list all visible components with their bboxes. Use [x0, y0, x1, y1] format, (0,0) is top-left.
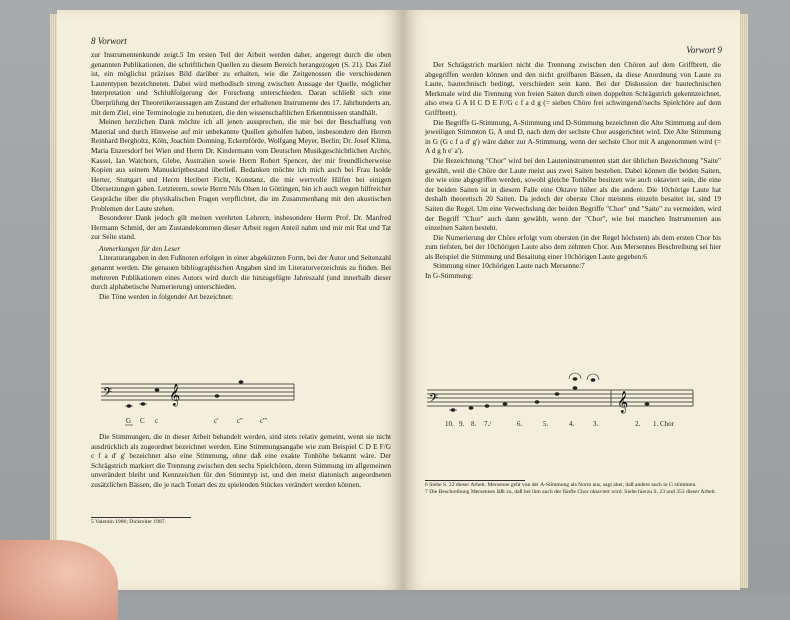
pitch-notation-example — [99, 372, 299, 430]
note-label: C — [140, 417, 145, 425]
left-footnote: 5 Valentin 1986; Dickreiter 1987. — [91, 519, 166, 525]
treble-clef-icon: 𝄞 — [617, 392, 629, 413]
left-paragraph: Meinen herzlichen Dank möchte ich all jenen aussprechen, die mir bei der Beschaffung von Material und durch Hinweise auf mir unbekannte Quellen geholfen haben, insbesondere den Herren Reinhard Bergholtz, Köln, Joachim Domning, Eckernförde, Wolfgang Meyer, Berlin; Dr. Josef Klima, Maria Enzersdorf bei Wien und Herrn Dr. Kindermann vom Deutschen Musikgeschichtlichen Archiv, Kassel, Ian Watchorn, Glebe, Australien sowie Herrn Robert Spencer, der mir freundlicherweise Kopien aus seinem Manuskriptbestand überließ. Bedanken möchte ich mich auch bei Frau Isolde Herter, Stuttgart und Herrn Heribert Ficht, Konstanz, die mir wertvolle Hilfen bei einigen Übersetzungen gaben. Letzterem, sowie Herrn Nils Olsen in Göttingen, bin ich auch wegen hilfreicher Gespräche über die physikalischen Fragen verpflichtet, die im Zusammenhang mit den akustischen Problemen der Laute stehen. — [91, 117, 391, 213]
right-page-title: Vorwort — [686, 45, 716, 55]
left-paragraph: zur Instrumentenkunde zeigt.5 Im ersten Teil der Arbeit werden daher, angeregt durch die oben genannten Publikationen, die schriftlichen Quellen zu diesem Bereich herangezogen (S. 21). Das Ziel ist, ein möglichst präzises Bild darüber zu erhalten, wie die Zeitgenossen die verschiedenen Lautentypen bezeichneten. Dabei wird methodisch streng zwischen Aussage der Quelle, möglicher Interpretation und Schlußfolgerung der Forschung unterschieden. Daran schließt sich eine Überprüfung der Theoretikeraussagen am Zustand der erhaltenen Instrumente des 17. Jahrhunderts an, mit dem Ziel, eine Terminologie zu benutzen, die den wissenschaftlichen Erkenntnissen standhält. — [91, 50, 391, 117]
right-body — [425, 60, 721, 281]
right-paragraph: In G-Stimmung: — [425, 271, 474, 281]
course-label: 2. — [635, 420, 641, 428]
course-label: 7./ — [484, 420, 492, 428]
left-page-header — [91, 36, 127, 46]
course-label: 9. — [459, 420, 465, 428]
right-paragraph: Die Begriffe G-Stimmung, A-Stimmung und D-Stimmung bezeichnen die Alte Stimmung auf dem jeweiligen Stimmton G, A und D, nach dem der sechste Chor ausgerichtet wird. Die Alte Stimmung in G (G c f a d' g') wäre daher zur A-Stimmung, wenn der sechste Chor mit A angenommen wird (= A d g h e' a'). — [425, 117, 721, 156]
right-paragraph: Die Bezeichnung "Chor" wird bei den Lauteninstrumenten statt der üblichen Bezeichnung "Saite" gewählt, weil die Chöre der Laute meist aus zwei Saiten bestehen. Dabei können die beiden Saiten, die wie eine abgegriffen werden, sowohl gleiche Tonhöhe besitzen wie auch oktaviert sein, die eine der beiden Saiten ist in diesem Falle eine Oktave höher als die andere. Die 10chörige Laute hat deshalb theoretisch 20 Saiten. Da jedoch der oberste Chor meistens einzeln besaitet ist, sind 19 Saiten die Regel. Um eine Verwechslung der beiden Begriffe "Chor" und "Saite" zu vermeiden, wird der Begriff "Chor" auch dann gewählt, wenn der "Chor", wie bei manchen Instrumenten aus einzelnen Saiten besteht. — [425, 155, 721, 233]
right-paragraph: Der Schrägstrich markiert nicht die Trennung zwischen den Chören auf dem Griffbrett, die abgegriffen werden können und den nicht greifbaren Bässen, da diese Anordnung von Laute zu Laute, bautechnisch bedingt, verschieden sein kann. Bei der Diskussion der bautechnischen Merkmale wird die Trennung von freien Saiten durch einen doppelten Schrägstrich gekennzeichnet, also etwa G A H C D E F//G c f a d g (= sieben Chöre frei schwingend//sechs Spielchöre auf dem Griffbrett). — [425, 60, 721, 117]
right-paragraph: Stimmung einer 10chörigen Laute nach Mersenne:7 — [433, 261, 585, 271]
left-page-number: 8 — [91, 36, 96, 46]
bass-clef-icon: 𝄢 — [103, 387, 113, 402]
footnote-rule — [425, 480, 525, 481]
course-label: 1. Chor — [653, 420, 674, 428]
note-label: c' — [214, 417, 219, 425]
course-label: 6. — [517, 420, 523, 428]
left-body-top — [91, 50, 391, 301]
right-footnotes — [425, 482, 721, 496]
course-label: 4. — [569, 420, 575, 428]
treble-clef-icon: 𝄞 — [169, 385, 181, 406]
left-paragraph: Besonderer Dank jedoch gilt meinen verehrten Lehrern, insbesondere Herrn Prof. Dr. Manfred Hermann Schmid, der am Zustandekommen dieser Arbeit regen Anteil nahm und mir mit Rat und Tat zur Seite stand. — [91, 213, 391, 242]
left-paragraph: Die Töne werden in folgender Art bezeichnet: — [99, 291, 233, 301]
course-label: 3. — [593, 420, 599, 428]
course-label: 10. — [445, 420, 454, 428]
left-body-bottom — [91, 432, 391, 490]
course-label: 8. — [471, 420, 477, 428]
footnote-rule — [91, 517, 191, 518]
holding-thumb — [0, 540, 118, 620]
right-page-header — [686, 45, 722, 55]
right-page — [403, 10, 740, 590]
right-page-number: 9 — [717, 45, 722, 55]
left-page — [57, 10, 403, 590]
right-paragraph: Die Numerierung der Chöre erfolgt vom obersten (in der Regel höchsten) als dem ersten Chor bis zum tiefsten, bei der 10chörigen Laute also dem zehnten Chor. Aus Mersennes Beschreibung sei hier als Beispiel die Stimmung und Besaitung einer 10chörigen Laute gegeben:6 — [425, 232, 721, 261]
bass-clef-icon: 𝄢 — [429, 393, 439, 408]
course-label: 5. — [543, 420, 549, 428]
note-label: c — [155, 417, 159, 425]
left-paragraph: Die Stimmungen, die in dieser Arbeit behandelt werden, sind stets relativ gemeint, wenn sie nicht ausdrücklich als zugeordnet bezeichnet werden. Eine Stimmungsangabe wie zum Beispiel C D E F/G c f a d' g' bezeichnet also eine Stimmung, ohne daß eine exakte Tonhöhe bekannt wäre. Der Schrägstrich markiert die Trennung zwischen den sechs Spielchören, deren Stimmung im allgemeinen unverändert bleibt und Kennzeichen für den Stimmtyp ist, und den meist diatonisch angeordneten zusätzlichen Bässen, die je nach Tonart des zu spielenden Stückes verändert werden können. — [91, 432, 391, 489]
left-page-title: Vorwort — [97, 36, 127, 46]
note-label: G — [126, 417, 132, 425]
right-footnote: 7 Die Beschreibung Mersennes läßt zu, daß bei ihm auch der fünfte Chor oktaviert wird. Siehe hierzu S. 23 und 353 dieser Arbeit. — [425, 489, 717, 495]
note-label: c'' — [237, 417, 243, 425]
section-heading: Anmerkungen für den Leser — [99, 243, 181, 253]
note-label: c''' — [260, 417, 267, 425]
left-paragraph: Literaturangaben in den Fußnoten erfolgen in einer abgekürzten Form, bei der Autor und Seitenzahl genannt werden. Die genauen bibliographischen Angaben sind im Literaturverzeichnis zu finden. Bei mehreren Publikationen eines Autors wird durch die hinzugefügte Jahreszahl (und innerhalb dieser durch alphabetische Numerierung) unterschieden. — [91, 253, 391, 292]
right-footnote: 6 Siehe S. 22 dieser Arbeit. Mersenne geht von der A-Stimmung als Norm aus, sagt aber, daß andere auch in G stimmten. — [425, 482, 697, 488]
tuning-notation-example — [425, 368, 695, 430]
